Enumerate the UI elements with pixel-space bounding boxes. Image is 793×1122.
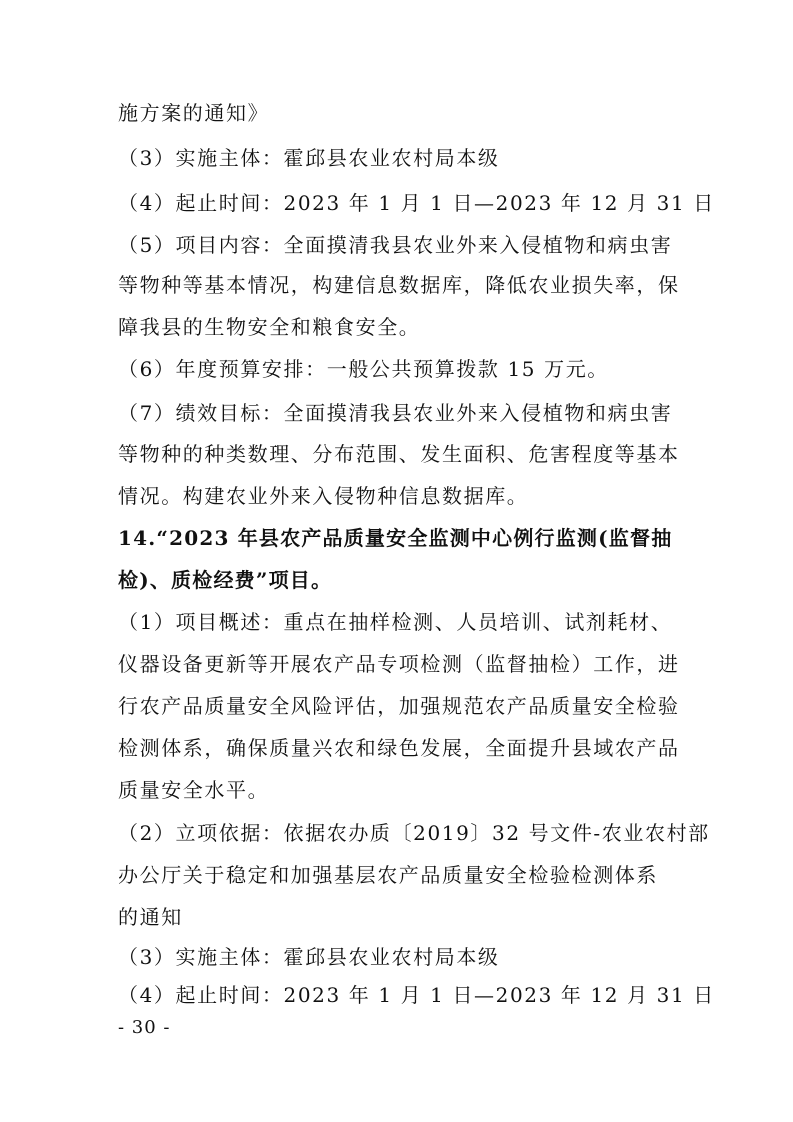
text-line: 施方案的通知》: [118, 101, 270, 125]
text-line: （4）起止时间：2023 年 1 月 1 日—2023 年 12 月 31 日: [118, 191, 715, 215]
text-line: 等物种的种类数理、分布范围、发生面积、危害程度等基本: [118, 442, 680, 466]
text-line: （4）起止时间：2023 年 1 月 1 日—2023 年 12 月 31 日: [118, 983, 715, 1007]
text-line: （7）绩效目标：全面摸清我县农业外来入侵植物和病虫害: [118, 401, 673, 425]
page-number: - 30 -: [118, 1017, 171, 1038]
text-line: 障我县的生物安全和粮食安全。: [118, 315, 421, 339]
text-line: 质量安全水平。: [118, 778, 270, 802]
text-line: （3）实施主体：霍邱县农业农村局本级: [118, 146, 500, 170]
text-line: 情况。构建农业外来入侵物种信息数据库。: [118, 484, 529, 508]
text-line: 行农产品质量安全风险评估，加强规范农产品质量安全检验: [118, 694, 680, 718]
section-heading: 检)、质检经费”项目。: [118, 568, 333, 592]
text-line: （1）项目概述：重点在抽样检测、人员培训、试剂耗材、: [118, 610, 673, 634]
text-line: （3）实施主体：霍邱县农业农村局本级: [118, 945, 500, 969]
text-line: 仪器设备更新等开展农产品专项检测（监督抽检）工作，进: [118, 652, 680, 676]
text-line: 等物种等基本情况，构建信息数据库，降低农业损失率，保: [118, 273, 680, 297]
text-line: （6）年度预算安排：一般公共预算拨款 15 万元。: [118, 357, 609, 381]
text-line: （2）立项依据：依据农办质〔2019〕32 号文件-农业农村部: [118, 821, 710, 845]
section-heading: 14.“2023 年县农产品质量安全监测中心例行监测(监督抽: [118, 526, 673, 550]
text-line: 办公厅关于稳定和加强基层农产品质量安全检验检测体系: [118, 863, 658, 887]
text-line: 的通知: [118, 905, 183, 929]
text-line: （5）项目内容：全面摸清我县农业外来入侵植物和病虫害: [118, 233, 673, 257]
text-line: 检测体系，确保质量兴农和绿色发展，全面提升县域农产品: [118, 736, 680, 760]
